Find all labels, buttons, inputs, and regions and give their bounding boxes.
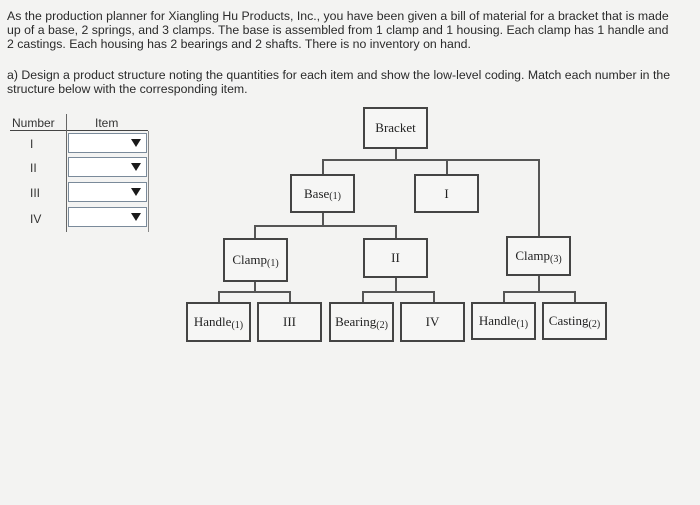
bracket-node: Bracket — [363, 107, 428, 149]
row-number-1: I — [30, 137, 34, 151]
connector — [322, 159, 539, 161]
base-node: Base $_{(1)}$ — [290, 174, 355, 213]
connector — [254, 225, 396, 227]
connector — [395, 225, 397, 239]
item-select-4[interactable] — [68, 207, 147, 227]
bearing-node: Bearing $_{(2)}$ — [329, 302, 394, 342]
question-intro: As the production planner for Xiangling Hu Products, Inc., you have been given a bill of material for a bracket that is made up of a base, 2 springs, and 3 clamps. The base is assembled from 1 clamp and 1 housing. Each clamp has 1 handle and 2 castings. Each housing has 2 bearings and 2 shafts. There is no inventory on hand. — [7, 9, 669, 51]
clamp-1-node: Clamp $_{(1)}$ — [223, 238, 288, 282]
connector — [218, 291, 290, 293]
row-number-2: II — [30, 161, 37, 175]
item-select-1[interactable] — [68, 133, 147, 153]
connector — [254, 225, 256, 239]
connector — [503, 291, 575, 293]
item-select-3[interactable] — [68, 182, 147, 202]
chevron-down-icon — [131, 139, 141, 147]
connector — [538, 275, 540, 292]
connector — [322, 159, 324, 175]
handle-1-node: Handle $_{(1)}$ — [186, 302, 251, 342]
item-column-header: Item — [95, 116, 119, 130]
connector — [395, 277, 397, 292]
connector — [322, 212, 324, 226]
blank-node-iii: III — [257, 302, 322, 342]
casting-node: Casting $_{(2)}$ — [542, 302, 607, 340]
row-number-3: III — [30, 186, 41, 200]
handle-2-node: Handle $_{(1)}$ — [471, 302, 536, 340]
blank-node-i: I — [414, 174, 479, 213]
row-number-4: IV — [30, 212, 42, 226]
blank-node-ii: II — [363, 238, 428, 278]
clamp-3-node: Clamp $_{(3)}$ — [506, 236, 571, 276]
chevron-down-icon — [131, 188, 141, 196]
number-column-header: Number — [12, 116, 55, 130]
connector — [362, 291, 434, 293]
item-select-2[interactable] — [68, 157, 147, 177]
chevron-down-icon — [131, 163, 141, 171]
question-part-a: a) Design a product structure noting the quantities for each item and show the low-level coding. Match each number in the structure below with the corresponding item. — [7, 68, 671, 96]
blank-node-iv: IV — [400, 302, 465, 342]
connector — [446, 159, 448, 175]
connector — [538, 159, 540, 238]
chevron-down-icon — [131, 213, 141, 221]
